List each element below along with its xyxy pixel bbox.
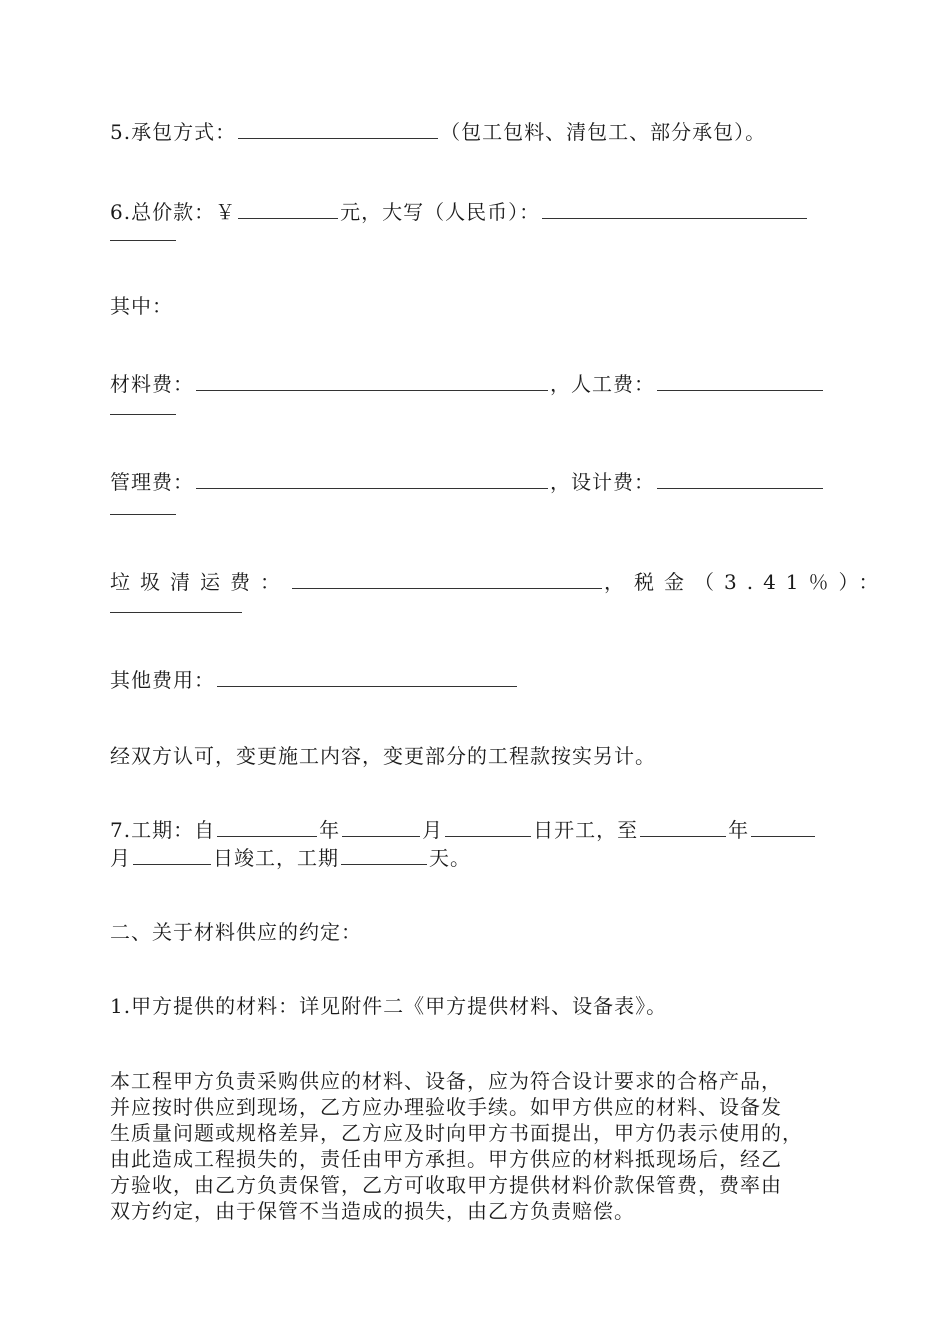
paragraph-line: 方验收，由乙方负责保管，乙方可收取甲方提供材料价款保管费，费率由 (110, 1173, 782, 1197)
waste-tax-line (110, 568, 889, 596)
paragraph-line: 并应按时供应到现场，乙方应办理验收手续。如甲方供应的材料、设备发 (110, 1095, 782, 1119)
materials-item1: 1.甲方提供的材料：详见附件二《甲方提供材料、设备表》。 (110, 994, 668, 1018)
item5-options: （包工包料、清包工、部分承包）。 (440, 120, 767, 144)
item5-label: 5.承包方式： (110, 120, 237, 144)
change-note: 经双方认可，变更施工内容，变更部分的工程款按实另计。 (110, 744, 656, 768)
material-fee-blank[interactable] (196, 370, 548, 391)
start-year-label: 年 (319, 818, 341, 842)
material-labor-line (110, 370, 845, 398)
tax-blank[interactable] (110, 612, 242, 613)
other-fee-line (110, 666, 845, 694)
subtotal-intro: 其中： (110, 294, 173, 318)
paragraph-line: 双方约定，由于保管不当造成的损失，由乙方负责赔偿。 (110, 1199, 635, 1223)
labor-fee-blank-cont[interactable] (110, 414, 176, 415)
other-fee-label: 其他费用： (110, 668, 215, 692)
start-day-label: 日开工，至 (533, 818, 639, 842)
design-fee-label: ，设计费： (550, 470, 655, 494)
item6-mid: 元，大写（人民币）： (340, 200, 541, 224)
contract-mode-blank[interactable] (238, 118, 438, 139)
material-fee-label: 材料费： (110, 372, 194, 396)
materials-heading: 二、关于材料供应的约定： (110, 920, 362, 944)
total-price-blank[interactable] (238, 198, 338, 219)
total-price-words-blank-cont[interactable] (110, 240, 176, 241)
item6-line (110, 198, 845, 226)
end-month-label: 月 (110, 846, 131, 870)
other-fee-blank[interactable] (217, 666, 517, 687)
start-month-label: 月 (422, 818, 444, 842)
design-fee-blank[interactable] (657, 468, 823, 489)
end-year-label: 年 (728, 818, 750, 842)
paragraph-line: 生质量问题或规格差异，乙方应及时向甲方书面提出，甲方仍表示使用的， (110, 1121, 803, 1145)
management-fee-blank[interactable] (196, 468, 548, 489)
tax-label: ，税金（3.41％）： (604, 570, 889, 594)
duration-blank[interactable] (341, 844, 427, 865)
end-day-blank[interactable] (133, 844, 211, 865)
item7-line2 (110, 844, 845, 872)
waste-fee-blank[interactable] (292, 568, 602, 589)
materials-paragraph (110, 1068, 855, 1224)
labor-fee-blank[interactable] (657, 370, 823, 391)
end-year-blank[interactable] (640, 816, 726, 837)
days-label: 天。 (429, 846, 471, 870)
start-month-blank[interactable] (342, 816, 420, 837)
item6-label: 6.总价款：￥ (110, 200, 237, 224)
management-fee-label: 管理费： (110, 470, 194, 494)
paragraph-line: 由此造成工程损失的，责任由甲方承担。甲方供应的材料抵现场后，经乙 (110, 1147, 782, 1171)
management-design-line (110, 468, 845, 496)
start-day-blank[interactable] (445, 816, 531, 837)
item5-line (110, 118, 845, 146)
labor-fee-label: ，人工费： (550, 372, 655, 396)
design-fee-blank-cont[interactable] (110, 514, 176, 515)
end-month-blank[interactable] (751, 816, 815, 837)
item7-label: 7.工期：自 (110, 818, 216, 842)
item7-line (110, 816, 845, 844)
start-year-blank[interactable] (217, 816, 317, 837)
waste-fee-label: 垃圾清运费： (110, 570, 290, 594)
end-day-label: 日竣工，工期 (213, 846, 339, 870)
paragraph-line: 本工程甲方负责采购供应的材料、设备，应为符合设计要求的合格产品， (110, 1069, 782, 1093)
total-price-words-blank[interactable] (542, 198, 807, 219)
